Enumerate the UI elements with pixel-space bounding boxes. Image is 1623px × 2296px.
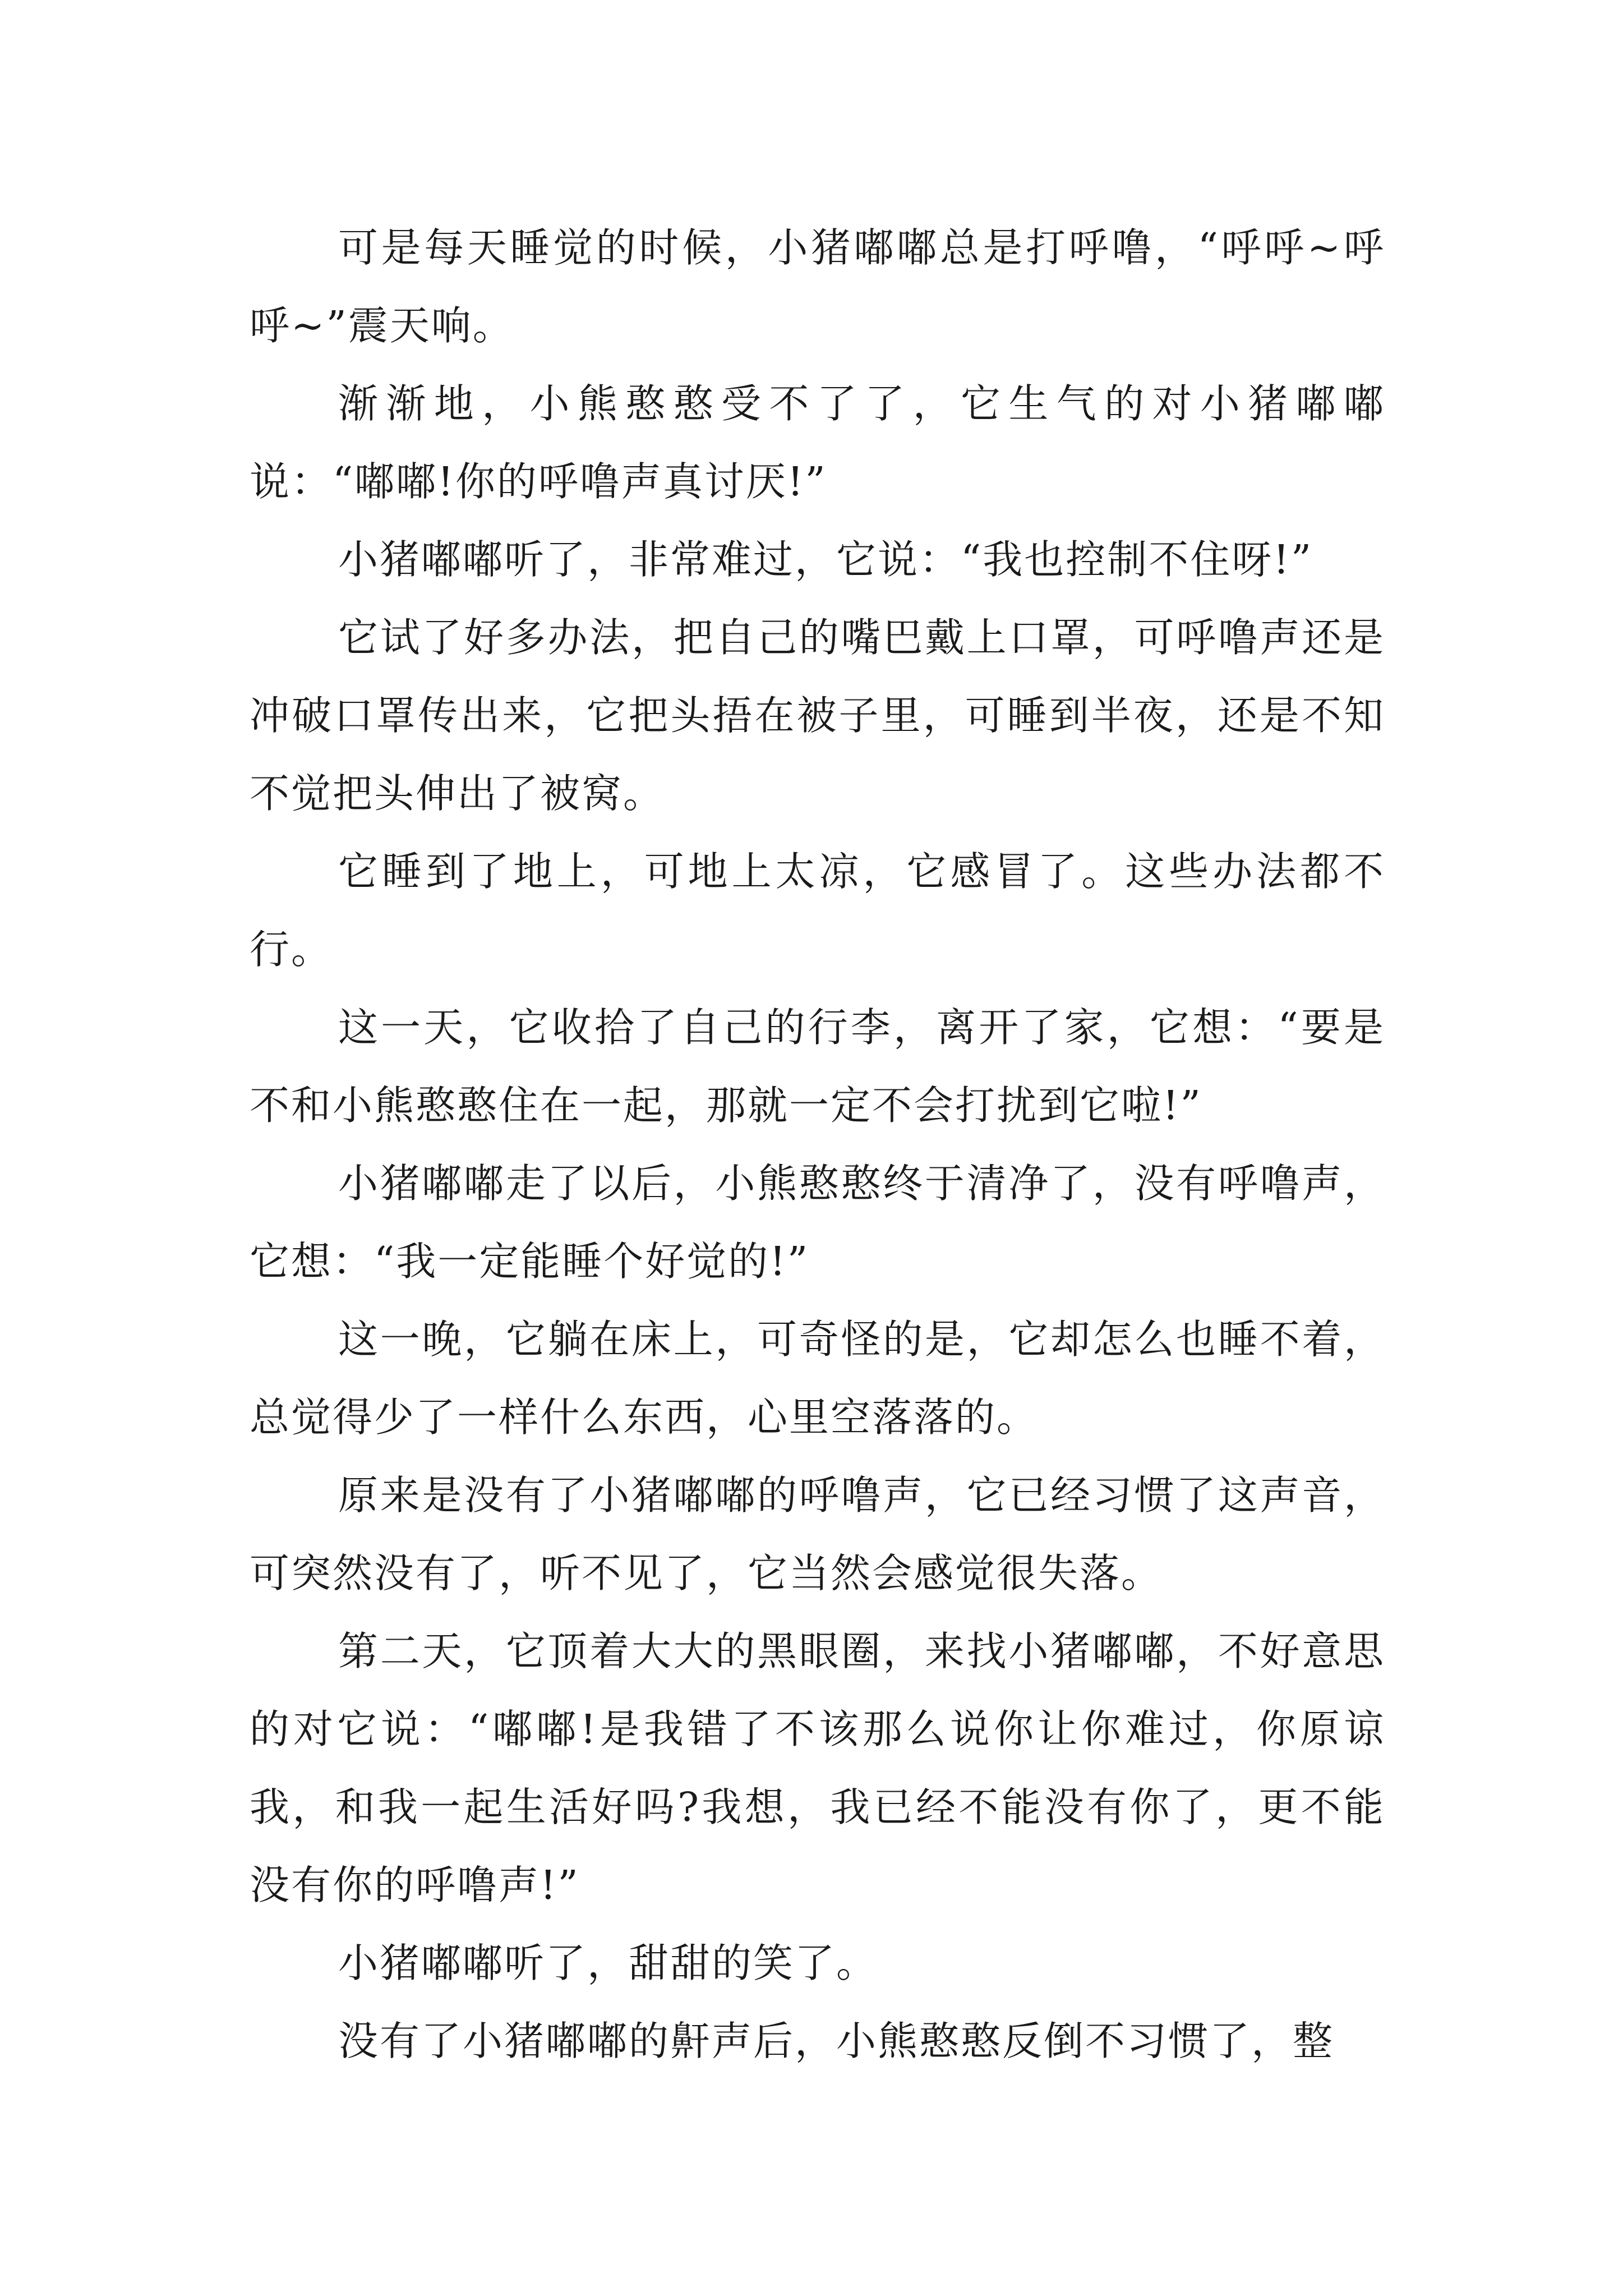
body-text [250,209,1385,2080]
paragraph: 原来是没有了小猪嘟嘟的呼噜声，它已经习惯了这声音，可突然没有了，听不见了，它当然会感觉很失落。 [250,1472,1385,1596]
paragraph: 小猪嘟嘟听了，甜甜的笑了。 [338,1940,878,1986]
paragraph: 小猪嘟嘟走了以后，小熊憨憨终于清净了，没有呼噜声，它想：“我一定能睡个好觉的!” [250,1160,1385,1285]
paragraph: 可是每天睡觉的时候，小猪嘟嘟总是打呼噜，“呼呼~呼呼~”震天响。 [250,224,1385,349]
paragraph: 这一晚，它躺在床上，可奇怪的是，它却怎么也睡不着，总觉得少了一样什么东西，心里空落落的。 [250,1316,1385,1441]
paragraph: 它试了好多办法，把自己的嘴巴戴上口罩，可呼噜声还是冲破口罩传出来，它把头捂在被子里，可睡到半夜，还是不知不觉把头伸出了被窝。 [250,614,1385,817]
paragraph: 第二天，它顶着大大的黑眼圈，来找小猪嘟嘟，不好意思的对它说：“嘟嘟!是我错了不该那么说你让你难过，你原谅我，和我一起生活好吗?我想，我已经不能没有你了，更不能没有你的呼噜声!” [250,1628,1385,1908]
paragraph: 这一天，它收拾了自己的行李，离开了家，它想：“要是不和小熊憨憨住在一起，那就一定不会打扰到它啦!” [250,1004,1385,1129]
paragraph: 没有了小猪嘟嘟的鼾声后，小熊憨憨反倒不习惯了，整 [338,2018,1335,2064]
paragraph: 渐渐地，小熊憨憨受不了了，它生气的对小猪嘟嘟说：“嘟嘟!你的呼噜声真讨厌!” [250,380,1385,505]
paragraph: 小猪嘟嘟听了，非常难过，它说：“我也控制不住呀!” [338,536,1313,583]
paragraph: 它睡到了地上，可地上太凉，它感冒了。这些办法都不行。 [250,848,1385,973]
